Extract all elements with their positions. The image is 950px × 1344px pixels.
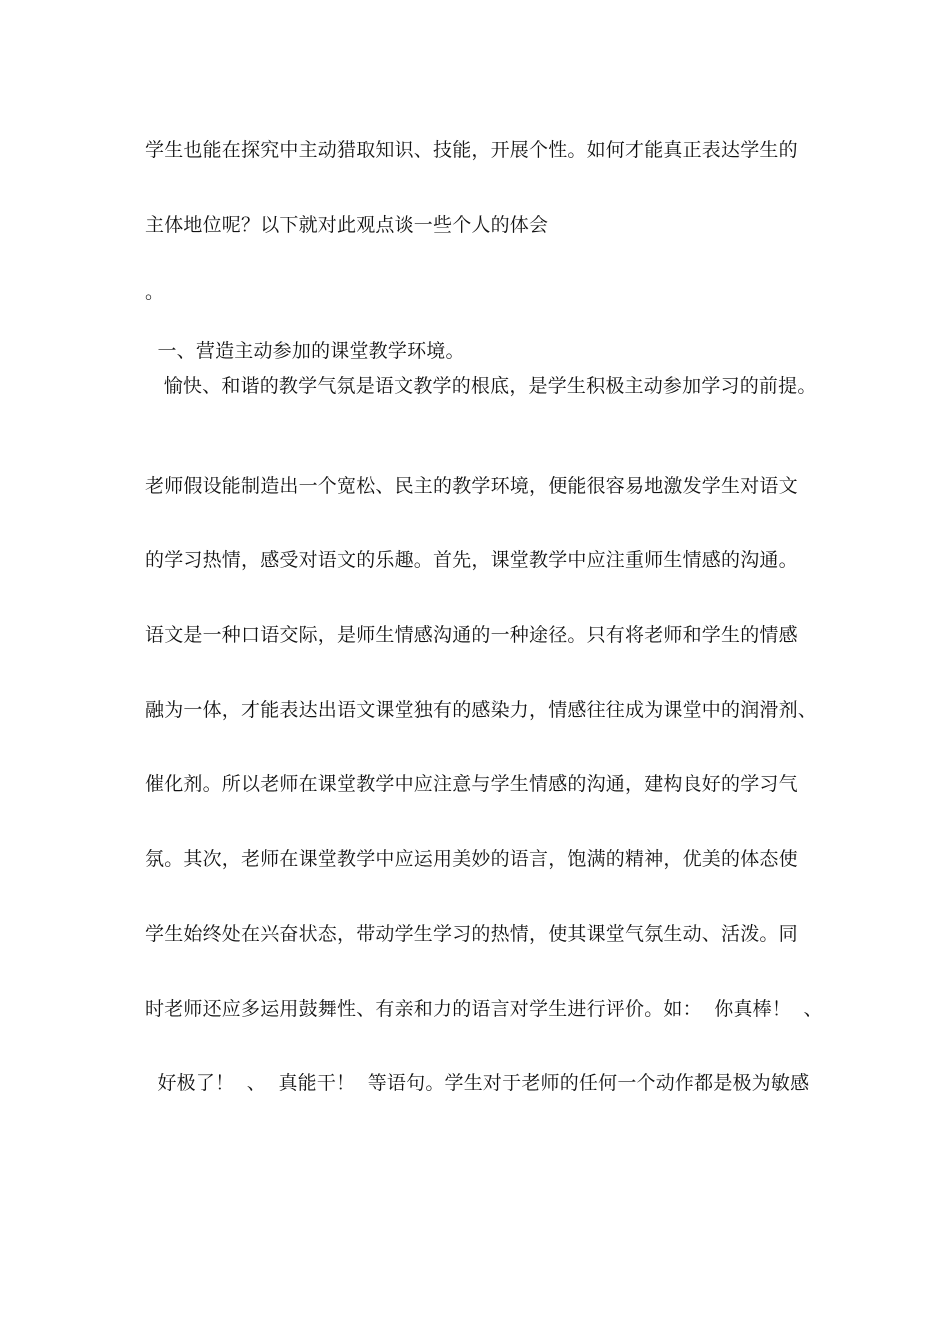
text-line: 。 — [145, 281, 165, 303]
text-line: 时老师还应多运用鼓舞性、有亲和力的语言对学生进行评价。如： 你真棒！ 、 — [145, 998, 823, 1020]
text-line: 愉快、和谐的教学气氛是语文教学的根底，是学生积极主动参加学习的前提。 — [145, 375, 817, 397]
text-line: 的学习热情，感受对语文的乐趣。首先，课堂教学中应注重师生情感的沟通。 — [145, 549, 798, 571]
text-line: 主体地位呢？以下就对此观点谈一些个人的体会 — [145, 214, 549, 236]
section-heading: 一、营造主动参加的课堂教学环境。 — [145, 340, 465, 362]
text-line: 学生也能在探究中主动猎取知识、技能，开展个性。如何才能真正表达学生的 — [145, 139, 798, 161]
text-line: 语文是一种口语交际，是师生情感沟通的一种途径。只有将老师和学生的情感 — [145, 624, 798, 646]
text-line: 好极了！ 、 真能干！ 等语句。学生对于老师的任何一个动作都是极为敏感 — [145, 1072, 810, 1094]
text-line: 融为一体，才能表达出语文课堂独有的感染力，情感往往成为课堂中的润滑剂、 — [145, 699, 818, 721]
text-line: 学生始终处在兴奋状态，带动学生学习的热情，使其课堂气氛生动、活泼。同 — [145, 923, 798, 945]
text-line: 老师假设能制造出一个宽松、民主的教学环境，便能很容易地激发学生对语文 — [145, 475, 798, 497]
text-line: 氛。其次，老师在课堂教学中应运用美妙的语言，饱满的精神，优美的体态使 — [145, 848, 798, 870]
text-line: 催化剂。所以老师在课堂教学中应注意与学生情感的沟通，建构良好的学习气 — [145, 773, 798, 795]
